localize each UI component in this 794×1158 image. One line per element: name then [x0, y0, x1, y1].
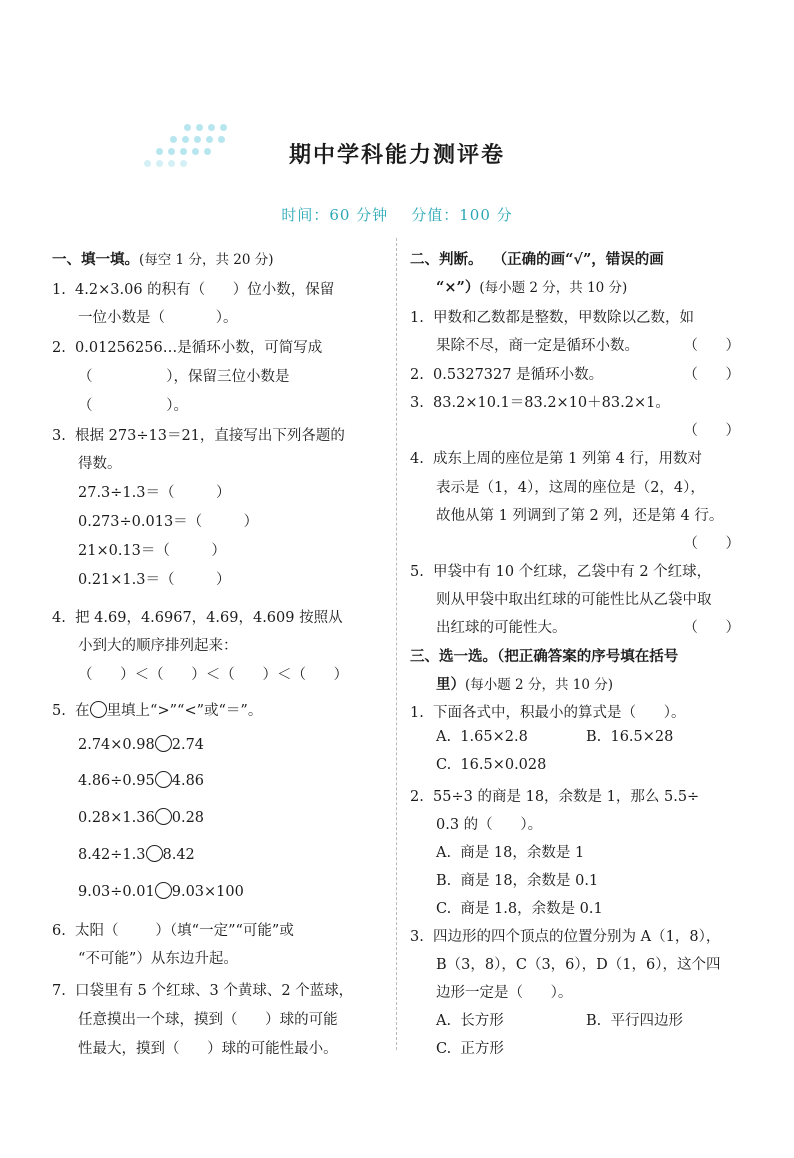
q5-item-2 — [78, 771, 204, 789]
q6-line1: 6. 太阳（ ）（填“一定”“可能”或 — [52, 923, 294, 939]
j3-line: 3. 83.2×10.1＝83.2×10＋83.2×1。 — [410, 395, 670, 411]
j1-line2: 果除不尽，商一定是循环小数。 — [436, 338, 639, 354]
q3-line1: 3. 根据 273÷13＝21，直接写出下列各题的 — [52, 428, 345, 444]
c3-line1: 3. 四边形的四个顶点的位置分别为 A（1，8）， — [410, 929, 721, 945]
q5-item-4 — [78, 845, 195, 863]
q5-item-right: 8.42 — [162, 847, 195, 863]
j2-line: 2. 0.5327327 是循环小数。 — [410, 367, 604, 383]
q5-item-5 — [78, 882, 244, 900]
compare-circle-icon[interactable] — [146, 845, 163, 862]
compare-circle-icon[interactable] — [155, 882, 172, 899]
section1-note: (每空 1 分，共 20 分) — [139, 252, 274, 268]
c3-line3: 边形一定是（ ）。 — [436, 985, 573, 1001]
q6-line2: “不可能”）从东边升起。 — [78, 951, 238, 967]
page-title: 期中学科能力测评卷 — [288, 142, 505, 168]
c2-option-c[interactable]: C. 商是 1.8，余数是 0.1 — [436, 901, 603, 917]
c1-option-a[interactable]: A. 1.65×2.8 — [436, 729, 528, 745]
c1-option-b[interactable]: B. 16.5×28 — [586, 729, 674, 745]
section1-title: 一、填一填。 — [52, 251, 139, 268]
j3-answer-blank[interactable]: （ ） — [683, 423, 740, 439]
c1-question: 1. 下面各式中，积最小的算式是（ ）。 — [410, 705, 686, 721]
q1-line1: 1. 4.2×3.06 的积有（ ）位小数，保留 — [52, 282, 335, 298]
c3-option-c[interactable]: C. 正方形 — [436, 1041, 504, 1057]
section3-note: (每小题 2 分，共 10 分) — [465, 677, 613, 693]
q3-line2: 得数。 — [78, 456, 122, 472]
q3-item-2: 0.273÷0.013＝（ ） — [78, 514, 259, 530]
c1-option-c[interactable]: C. 16.5×0.028 — [436, 757, 547, 773]
q5-instruction — [52, 699, 262, 720]
q4-line1: 4. 把 4.69，4.6967，4.69，4.609 按照从 — [52, 610, 343, 626]
q5-item-1 — [78, 735, 204, 753]
section2-heading-tail: “×”） — [436, 279, 480, 296]
section2-note: (每小题 2 分，共 10 分) — [479, 280, 628, 296]
section3-heading-tail: 里） — [436, 676, 465, 693]
q5-item-3 — [78, 808, 204, 826]
c3-option-a[interactable]: A. 长方形 — [436, 1013, 504, 1029]
compare-circle-icon[interactable] — [155, 735, 172, 752]
q5-item-left: 2.74×0.98 — [78, 737, 155, 753]
q5-item-left: 9.03÷0.01 — [78, 884, 155, 900]
j4-line1: 4. 成东上周的座位是第 1 列第 4 行，用数对 — [410, 451, 702, 467]
c2-option-b[interactable]: B. 商是 18，余数是 0.1 — [436, 873, 599, 889]
compare-circle-icon — [90, 701, 107, 718]
q5-item-right: 9.03×100 — [171, 884, 244, 900]
right-column — [410, 248, 740, 1058]
q7-line1: 7. 口袋里有 5 个红球、3 个黄球、2 个蓝球， — [52, 983, 354, 999]
compare-circle-icon[interactable] — [155, 808, 172, 825]
j5-line2: 则从甲袋中取出红球的可能性比从乙袋中取 — [436, 592, 712, 608]
q2-line3: （ ）。 — [78, 398, 188, 414]
q3-item-4: 0.21×1.3＝（ ） — [78, 572, 231, 588]
q1-line2: 一位小数是（ ）。 — [78, 310, 238, 326]
j4-answer-blank[interactable]: （ ） — [683, 536, 740, 552]
j1-line1: 1. 甲数和乙数都是整数，甲数除以乙数，如 — [410, 310, 695, 326]
q2-line1: 2. 0.01256256…是循环小数，可简写成 — [52, 340, 323, 356]
q4-blanks: （ ）＜（ ）＜（ ）＜（ ） — [78, 667, 349, 683]
section1-heading — [52, 248, 273, 269]
q5-item-left: 0.28×1.36 — [78, 810, 155, 826]
c2-line1: 2. 55÷3 的商是 18，余数是 1，那么 5.5÷ — [410, 789, 700, 805]
q2-line2: （ ），保留三位小数是 — [78, 369, 290, 385]
column-divider — [396, 238, 397, 1050]
c3-option-b[interactable]: B. 平行四边形 — [586, 1013, 683, 1029]
j4-line2: 表示是（1，4），这周的座位是（2，4）， — [436, 480, 705, 496]
j1-answer-blank[interactable]: （ ） — [683, 338, 740, 354]
q5-item-left: 4.86÷0.95 — [78, 773, 155, 789]
q5-pre: 5. 在 — [52, 703, 90, 719]
j4-line3: 故他从第 1 列调到了第 2 列，还是第 4 行。 — [436, 508, 724, 524]
left-column — [52, 248, 384, 1058]
c3-line2: B（3，8），C（3，6），D（1，6），这个四 — [436, 957, 721, 973]
q3-item-1: 27.3÷1.3＝（ ） — [78, 485, 231, 501]
q4-line2: 小到大的顺序排列起来： — [78, 638, 238, 654]
j2-answer-blank[interactable]: （ ） — [683, 367, 740, 383]
exam-info: 时间：60 分钟 分值：100 分 — [281, 206, 513, 224]
q5-item-left: 8.42÷1.3 — [78, 847, 146, 863]
q3-item-3: 21×0.13＝（ ） — [78, 543, 226, 559]
c2-line2: 0.3 的（ ）。 — [436, 817, 543, 833]
q5-item-right: 2.74 — [171, 737, 205, 753]
compare-circle-icon[interactable] — [155, 771, 172, 788]
section2-heading: 二、判断。 （正确的画“√”，错误的画 — [410, 251, 664, 268]
section2-heading-cont — [436, 276, 627, 297]
q5-item-right: 4.86 — [171, 773, 205, 789]
q5-item-right: 0.28 — [171, 810, 205, 826]
c2-option-a[interactable]: A. 商是 18，余数是 1 — [436, 845, 585, 861]
section3-heading: 三、选一选。（把正确答案的序号填在括号 — [410, 648, 679, 665]
j5-answer-blank[interactable]: （ ） — [683, 620, 740, 636]
q7-line3: 性最大，摸到（ ）球的可能性最小。 — [78, 1041, 338, 1057]
j5-line3: 出红球的可能性大。 — [436, 620, 567, 636]
j5-line1: 5. 甲袋中有 10 个红球，乙袋中有 2 个红球， — [410, 564, 712, 580]
q7-line2: 任意摸出一个球，摸到（ ）球的可能 — [78, 1012, 338, 1028]
section3-heading-cont — [436, 673, 613, 694]
q5-post: 里填上“>”“<”或“＝”。 — [106, 703, 263, 719]
